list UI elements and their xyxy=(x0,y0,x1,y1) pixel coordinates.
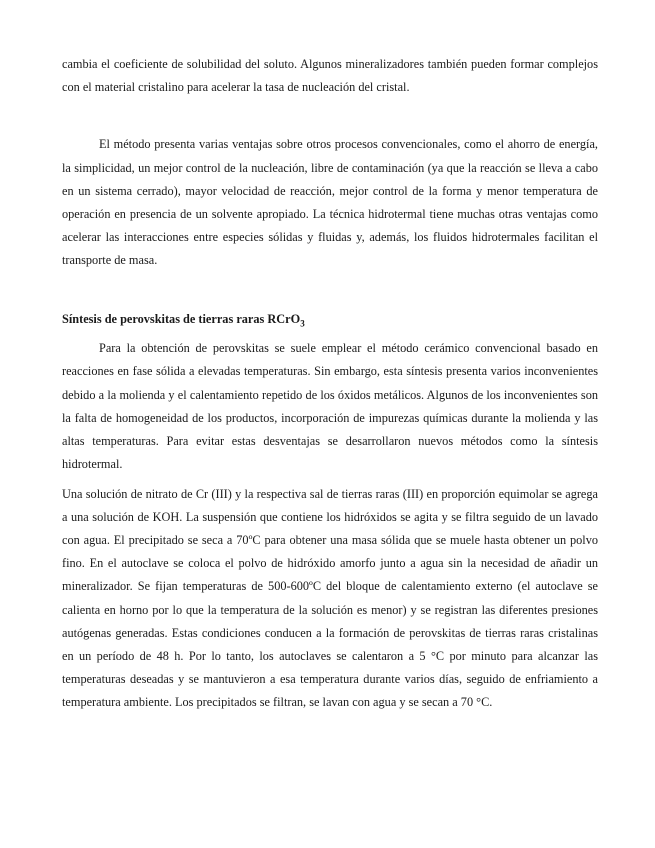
paragraph-perovskite-synthesis: Para la obtención de perovskitas se suele emplear el método cerámico convencional basado en reacciones en fase sólida a elevadas temperaturas. Sin embargo, esta síntesis presenta varios inconvenientes debido a la molienda y el calentamiento repetido de los óxidos metálicos. Algunos de los inconvenientes son la falta de homogeneidad de los productos, incorporación de impurezas químicas durante la molienda y las altas temperaturas. Para evitar estas desventajas se desarrollaron nuevos métodos como la síntesis hidrotermal. xyxy=(62,341,598,472)
section-heading xyxy=(62,308,598,336)
section-heading-subscript: 3 xyxy=(300,318,305,329)
document-page xyxy=(62,53,598,715)
paragraph-method-advantages: El método presenta varias ventajas sobre otros procesos convencionales, como el ahorro de energía, la simplicidad, un mejor control de la nucleación, libre de contaminación (ya que la reacción se lleva a cabo en un sistema cerrado), mayor velocidad de reacción, mejor control de la forma y menor temperatura de operación en presencia de un solvente apropiado. La técnica hidrotermal tiene muchas otras ventajas como acelerar las interacciones entre especies sólidas y fluidas y, además, los fluidos hidrotermales facilitan el transporte de masa. xyxy=(62,137,598,268)
section-heading-text: Síntesis de perovskitas de tierras raras RCrO xyxy=(62,311,301,326)
paragraph-procedure: Una solución de nitrato de Cr (III) y la respectiva sal de tierras raras (III) en proporción equimolar se agrega a una solución de KOH. La suspensión que contiene los hidróxidos se agita y se filtra seguido de un lavado con agua. El precipitado se seca a 70ºC para obtener una masa sólida que se muele hasta obtener un polvo fino. En el autoclave se coloca el polvo de hidróxido amorfo junto a agua sin la necesidad de añadir un mineralizador. Se fijan temperaturas de 500-600ºC del bloque de calentamiento externo (el autoclave se calienta en horno por lo que la temperatura de la solución es menor) y se registran las diferentes presiones autógenas generadas. Estas condiciones conducen a la formación de perovskitas de tierras raras cristalinas en un período de 48 h. Por lo tanto, los autoclaves se calentaron a 5 °C por minuto para alcanzar las temperaturas deseadas y se mantuvieron a esa temperatura durante varios días, seguido de enfriamiento a temperatura ambiente. Los precipitados se filtran, se lavan con agua y se secan a 70 °C. xyxy=(62,486,598,710)
paragraph-solubility: cambia el coeficiente de solubilidad del soluto. Algunos mineralizadores también pueden formar complejos con el material cristalino para acelerar la tasa de nucleación del cristal. xyxy=(62,57,598,95)
